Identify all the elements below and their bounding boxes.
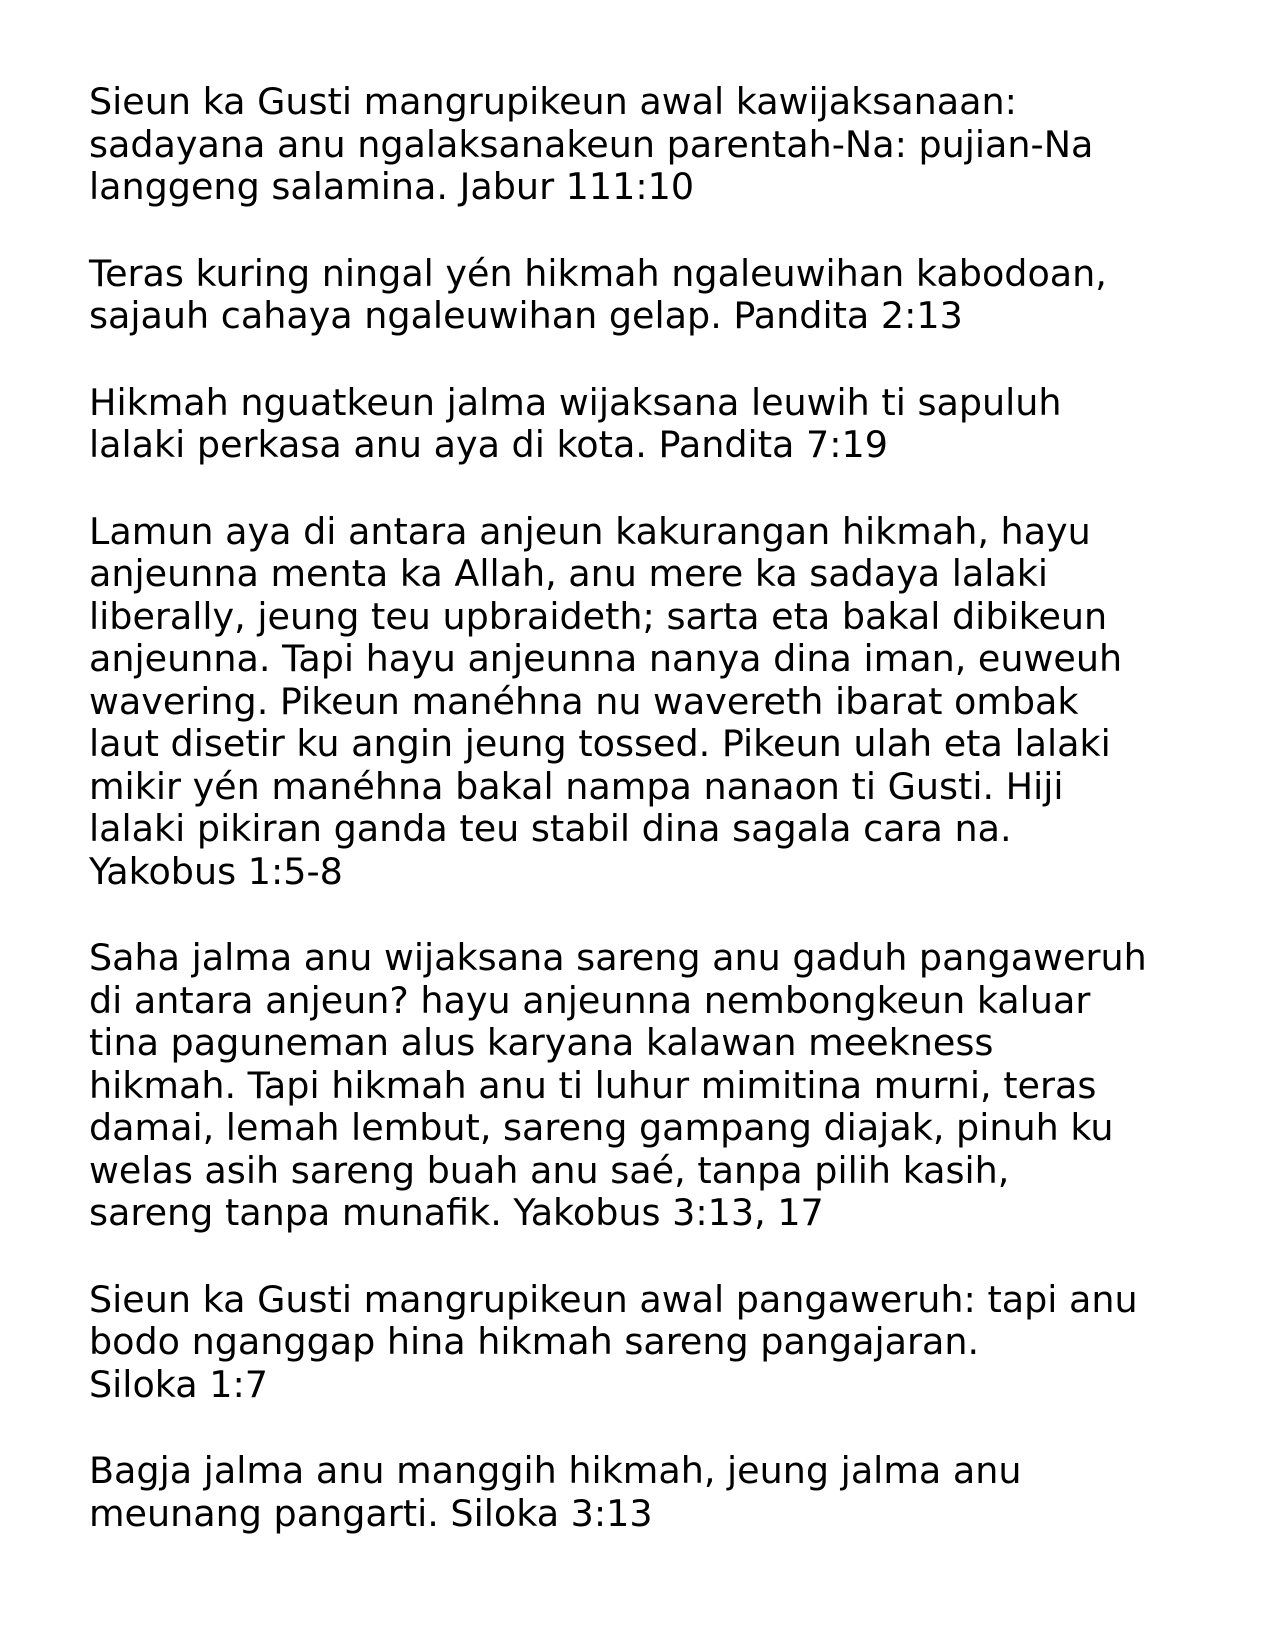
- verse-2: [89, 253, 1249, 338]
- verse-line: Siloka 1:7: [89, 1362, 268, 1406]
- verse-line: Saha jalma anu wijaksana sareng anu gaduh pangaweruh: [89, 936, 1147, 979]
- verse-line: Sieun ka Gusti mangrupikeun awal pangaweruh: tapi anu: [89, 1277, 1138, 1321]
- verse-line: Teras kuring ningal yén hikmah ngaleuwihan kabodoan,: [89, 251, 1107, 295]
- document-page: [89, 81, 1249, 1579]
- verse-line: sareng tanpa munafik. Yakobus 3:13, 17: [89, 1191, 824, 1234]
- verse-line: laut disetir ku angin jeung tossed. Pikeun ulah eta lalaki: [89, 722, 1111, 765]
- verse-line: liberally, jeung teu upbraideth; sarta eta bakal dibikeun: [89, 594, 1108, 638]
- verse-line: Lamun aya di antara anjeun kakurangan hikmah, hayu: [89, 509, 1091, 553]
- verse-line: hikmah. Tapi hikmah anu ti luhur mimitina murni, teras: [89, 1063, 1097, 1107]
- verse-line: wavering. Pikeun manéhna nu wavereth ibarat ombak: [89, 679, 1079, 723]
- verse-3: [89, 382, 1249, 467]
- verse-line: anjeunna. Tapi hayu anjeunna nanya dina iman, euweuh: [89, 637, 1123, 680]
- verse-1: [89, 81, 1249, 209]
- verse-line: lalaki pikiran ganda teu stabil dina sagala cara na.: [89, 807, 1012, 850]
- verse-line: damai, lemah lembut, sareng gampang diajak, pinuh ku: [89, 1106, 1114, 1149]
- verse-6: [89, 1279, 1249, 1407]
- verse-line: tina paguneman alus karyana kalawan meekness: [89, 1021, 994, 1064]
- verse-line: sajauh cahaya ngaleuwihan gelap. Pandita 2:13: [89, 294, 963, 337]
- verse-line: Bagja jalma anu manggih hikmah, jeung jalma anu: [89, 1449, 1022, 1492]
- verse-line: Hikmah nguatkeun jalma wijaksana leuwih ti sapuluh: [89, 380, 1062, 424]
- verse-line: di antara anjeun? hayu anjeunna nembongkeun kaluar: [89, 978, 1091, 1022]
- verse-4: [89, 511, 1249, 894]
- verse-line: welas asih sareng buah anu saé, tanpa pilih kasih,: [89, 1148, 1010, 1192]
- verse-line: sadayana anu ngalaksanakeun parentah-Na: pujian-Na: [89, 122, 1094, 166]
- verse-line: langgeng salamina. Jabur 111:10: [89, 165, 695, 208]
- verse-7: [89, 1450, 1249, 1535]
- verse-line: bodo nganggap hina hikmah sareng pangajaran.: [89, 1320, 980, 1363]
- verse-line: Sieun ka Gusti mangrupikeun awal kawijaksanaan:: [89, 80, 1017, 123]
- verse-line: anjeunna menta ka Allah, anu mere ka sadaya lalaki: [89, 552, 1049, 595]
- verse-line: meunang pangarti. Siloka 3:13: [89, 1491, 653, 1535]
- verse-5: [89, 937, 1249, 1235]
- verse-line: lalaki perkasa anu aya di kota. Pandita 7:19: [89, 423, 888, 466]
- verse-line: mikir yén manéhna bakal nampa nanaon ti Gusti. Hiji: [89, 764, 1064, 808]
- verse-line: Yakobus 1:5-8: [89, 849, 343, 893]
